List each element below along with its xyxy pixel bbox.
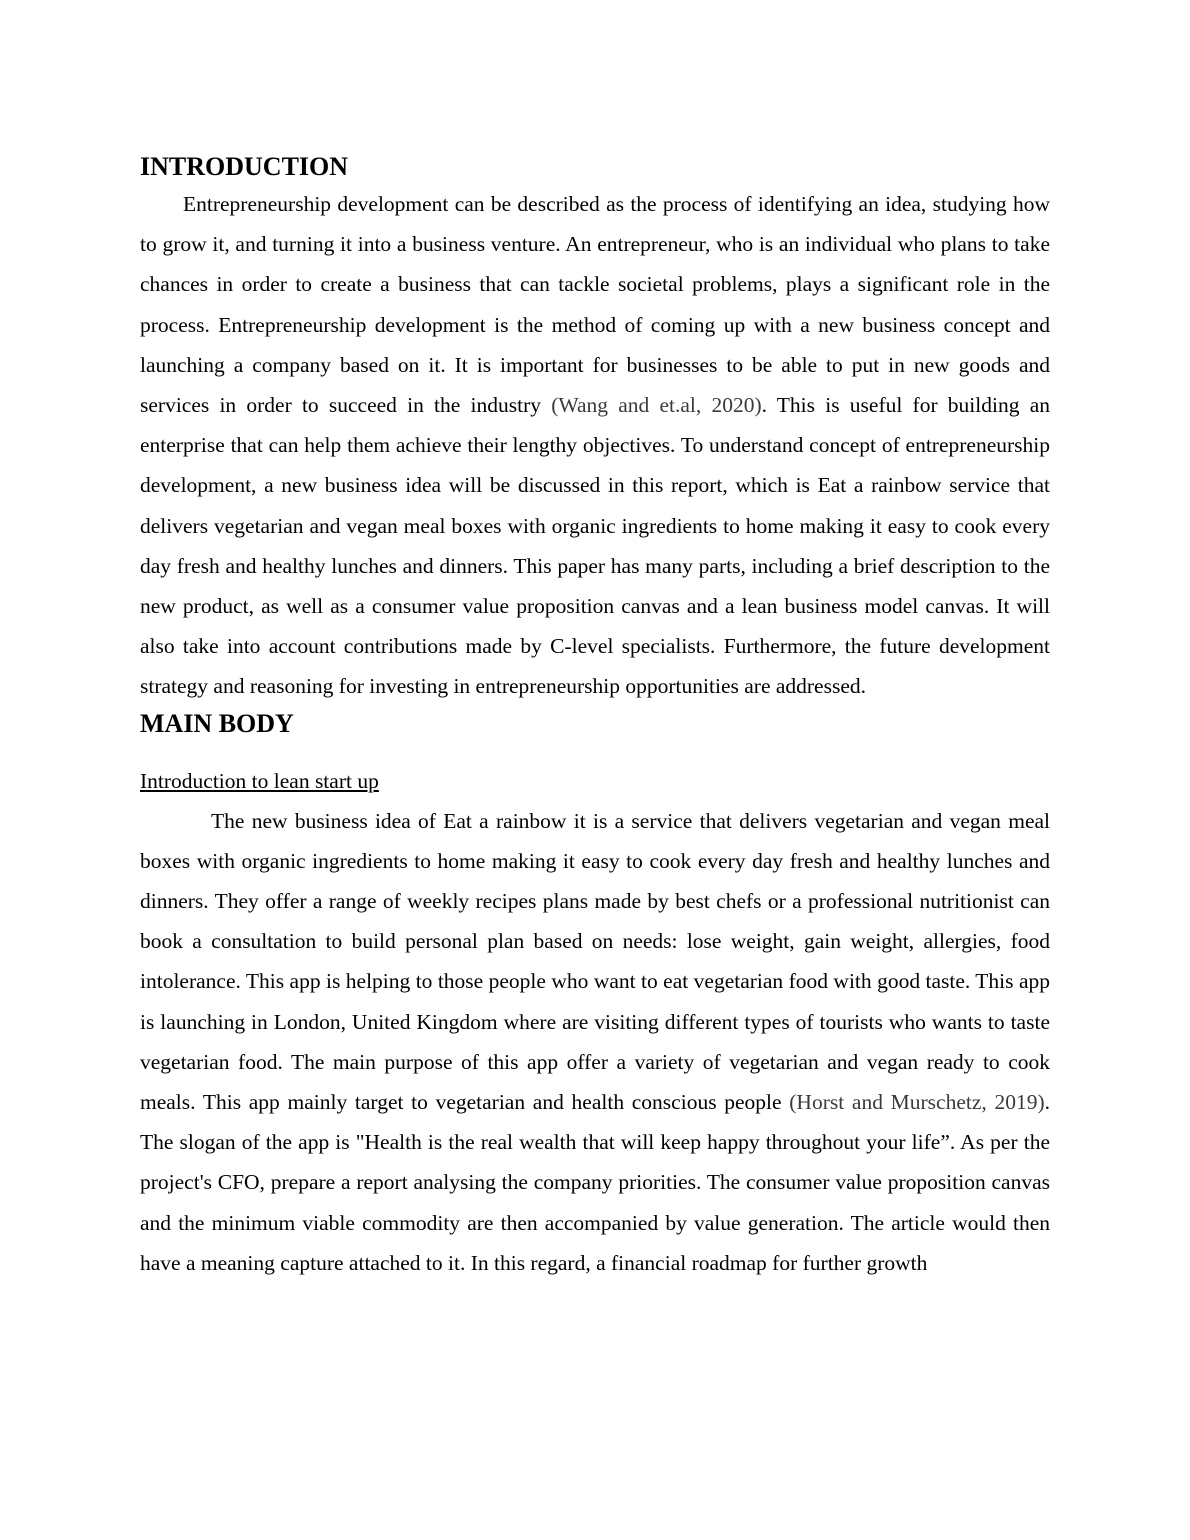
introduction-paragraph <box>140 184 1050 707</box>
introduction-citation: (Wang and et.al, 2020) <box>551 393 762 418</box>
introduction-text-part1: Entrepreneurship development can be described as the process of identifying an idea, studying how to grow it, and turning it into a business venture. An entrepreneur, who is an individual who plans to take chances in order to create a business that can tackle societal problems, plays a significant role in the process. Entrepreneurship development is the method of coming up with a new business concept and launching a company based on it. It is important for businesses to be able to put in new goods and services in order to succeed in the industry <box>140 192 1050 418</box>
document-page <box>140 150 1050 1283</box>
main-body-paragraph <box>140 801 1050 1283</box>
introduction-text-part2: . This is useful for building an enterprise that can help them achieve their lengthy objectives. To understand concept of entrepreneurship development, a new business idea will be discussed in this report, which is Eat a rainbow service that delivers vegetarian and vegan meal boxes with organic ingredients to home making it easy to cook every day fresh and healthy lunches and dinners. This paper has many parts, including a brief description to the new product, as well as a consumer value proposition canvas and a lean business model canvas. It will also take into account contributions made by C-level specialists. Furthermore, the future development strategy and reasoning for investing in entrepreneurship opportunities are addressed. <box>140 393 1050 699</box>
lean-startup-subheading: Introduction to lean start up <box>140 768 379 793</box>
introduction-heading: INTRODUCTION <box>140 152 349 181</box>
main-body-heading: MAIN BODY <box>140 708 294 738</box>
main-body-text-part1: The new business idea of Eat a rainbow it is a service that delivers vegetarian and vegan meal boxes with organic ingredients to home making it easy to cook every day fresh and healthy lunches and dinners. They offer a range of weekly recipes plans made by best chefs or a professional nutritionist can book a consultation to build personal plan based on needs: lose weight, gain weight, allergies, food intolerance. This app is helping to those people who want to eat vegetarian food with good taste. This app is launching in London, United Kingdom where are visiting different types of tourists who wants to taste vegetarian food. The main purpose of this app offer a variety of vegetarian and vegan ready to cook meals. This app mainly target to vegetarian and health conscious people <box>140 808 1050 1115</box>
main-body-citation: (Horst and Murschetz, 2019) <box>789 1090 1045 1115</box>
main-body-text-part2: . The slogan of the app is "Health is the real wealth that will keep happy throughout your life”. As per the project's CFO, prepare a report analysing the company priorities. The consumer value proposition canvas and the minimum viable commodity are then accompanied by value generation. The article would then have a meaning capture attached to it. In this regard, a financial roadmap for further growth <box>140 1090 1050 1275</box>
